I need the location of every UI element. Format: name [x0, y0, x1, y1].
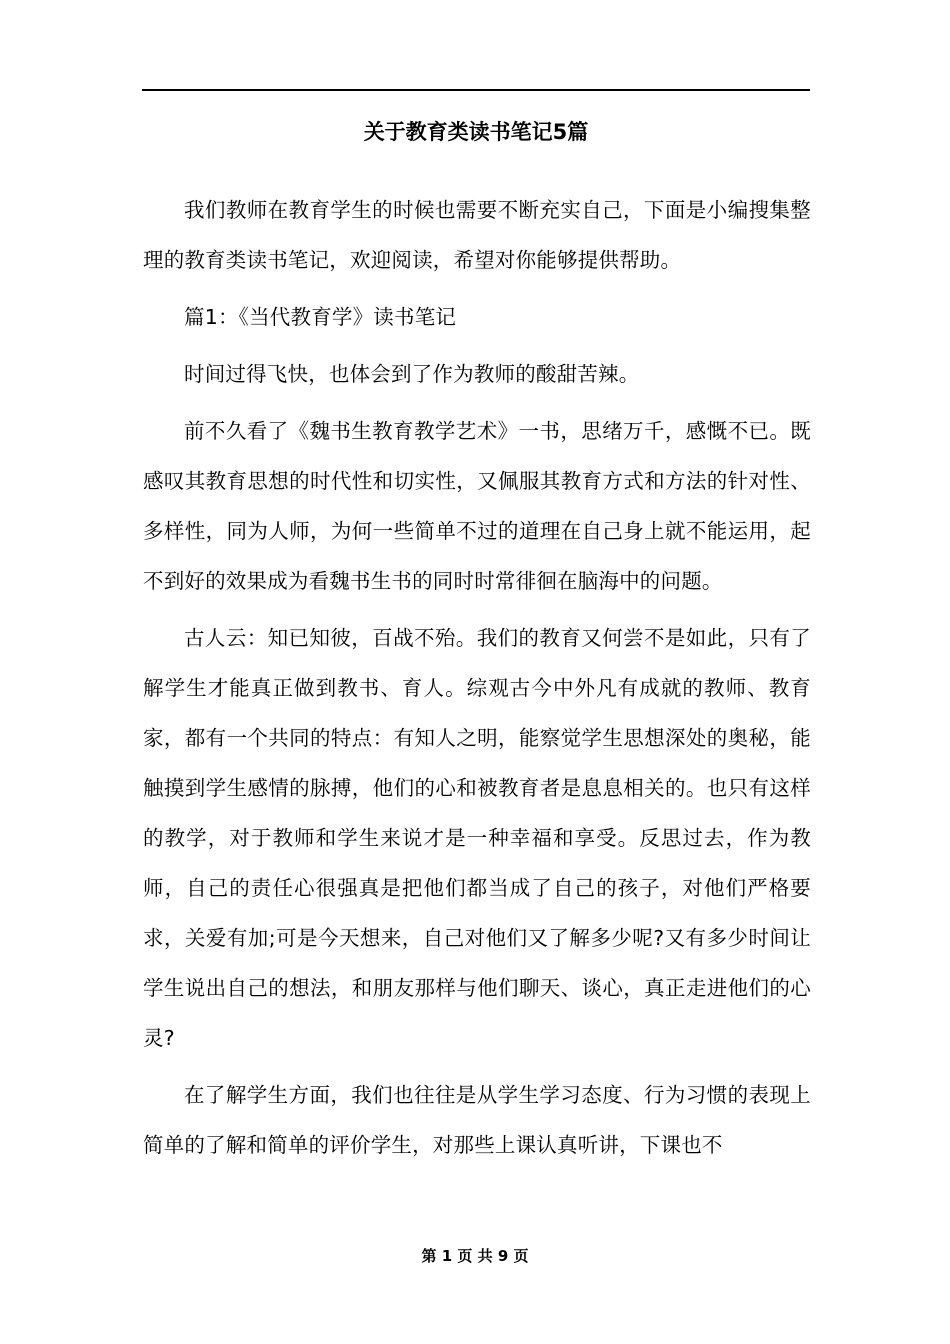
paragraph-book-reflection: 前不久看了《魏书生教育教学艺术》一书，思绪万千，感慨不已。既感叹其教育思想的时代性和切实性，又佩服其教育方式和方法的针对性、多样性，同为人师，为何一些简单不过的道理在自己身上就不能运用，起不到好的效果成为看魏书生书的同时时常徘徊在脑海中的问题。	[143, 419, 811, 593]
page-footer: 第 1 页 共 9 页	[421, 1247, 529, 1265]
document-body	[143, 185, 811, 1177]
paragraph-intro: 我们教师在教育学生的时候也需要不断充实自己，下面是小编搜集整理的教育类读书笔记，欢迎阅读，希望对你能够提供帮助。	[143, 198, 811, 272]
paragraph-ancient-saying: 古人云：知已知彼，百战不殆。我们的教育又何尝不是如此，只有了解学生才能真正做到教书、育人。综观古今中外凡有成就的教师、教育家，都有一个共同的特点：有知人之明，能察觉学生思想深处的奥秘，能触摸到学生感情的脉搏，他们的心和被教育者是息息相关的。也只有这样的教学，对于教师和学生来说才是一种幸福和享受。反思过去，作为教师，自己的责任心很强真是把他们都当成了自己的孩子，对他们严格要求，关爱有加;可是今天想来，自己对他们又了解多少呢?又有多少时间让学生说出自己的想法，和朋友那样与他们聊天、谈心，真正走进他们的心灵?	[143, 626, 811, 1050]
paragraph-understanding-students: 在了解学生方面，我们也往往是从学生学习态度、行为习惯的表现上简单的了解和简单的评价学生，对那些上课认真听讲，下课也不	[143, 1083, 811, 1157]
paragraph-section-heading: 篇1：《当代教育学》读书笔记	[184, 305, 457, 329]
top-rule	[142, 89, 810, 91]
paragraph-time: 时间过得飞快，也体会到了作为教师的酸甜苦辣。	[184, 362, 640, 386]
document-title: 关于教育类读书笔记5篇	[363, 120, 589, 144]
